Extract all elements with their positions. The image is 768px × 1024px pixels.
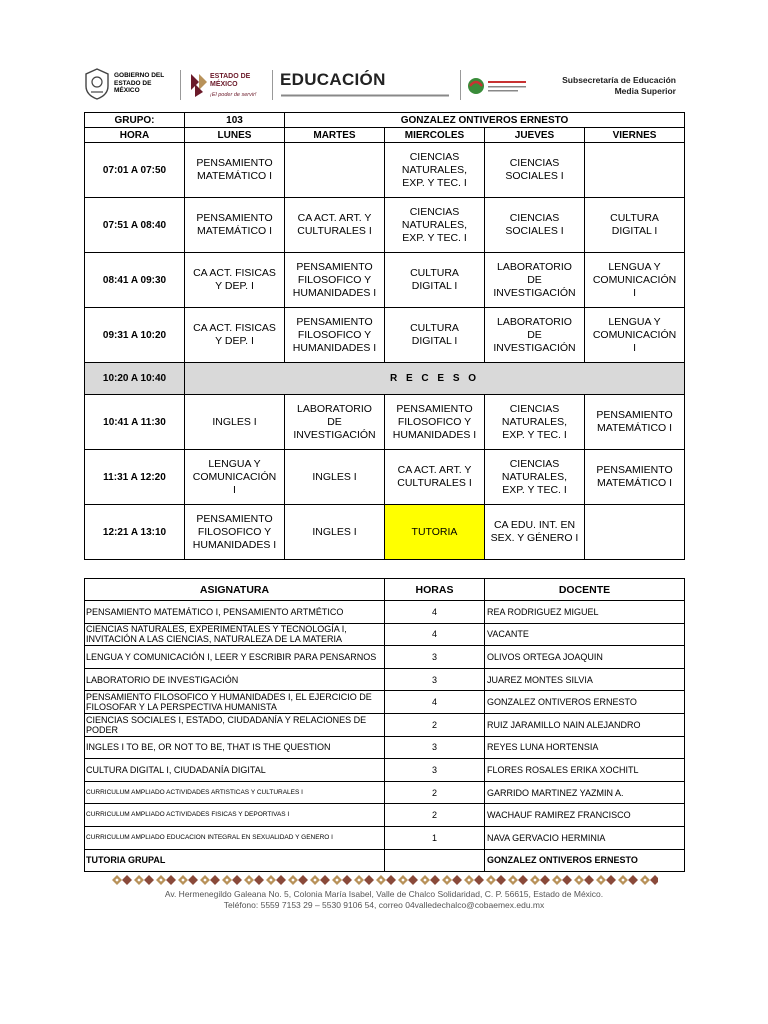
class-cell: CIENCIAS SOCIALES I: [485, 143, 585, 198]
subject-name: PENSAMIENTO FILOSOFICO Y HUMANIDADES I, EL EJERCICIO DE FILOSOFAR Y LA PERSPECTIVA HUMANISTA: [85, 691, 385, 714]
class-cell: LENGUA Y COMUNICACIÓN I: [585, 253, 685, 308]
time-cell: 07:01 A 07:50: [85, 143, 185, 198]
subsecretaria-text: Subsecretaría de Educación Media Superior: [562, 75, 676, 96]
class-cell: [585, 505, 685, 560]
subject-row: [85, 781, 685, 804]
header-cell: DOCENTE: [485, 579, 685, 601]
subject-name: PENSAMIENTO MATEMÁTICO I, PENSAMIENTO ARTMÉTICO: [85, 601, 385, 624]
footer-address: Av. Hermenegildo Galeana No. 5, Colonia María Isabel, Valle de Chalco Solidaridad, C. P. 56615, Estado de México.: [164, 889, 604, 899]
subject-row: [85, 623, 685, 646]
subject-teacher: GONZALEZ ONTIVEROS ERNESTO: [485, 849, 685, 872]
class-cell: PENSAMIENTO MATEMÁTICO I: [585, 395, 685, 450]
header-cell: VIERNES: [585, 128, 685, 143]
subject-row: [85, 646, 685, 669]
gobierno-logo: [84, 68, 176, 102]
gobierno-text: GOBIERNO DEL ESTADO DE MÉXICO: [114, 72, 165, 94]
edomex-title: ESTADO DE MÉXICO: [210, 73, 251, 88]
subject-hours: 4: [385, 601, 485, 624]
footer-contact: Teléfono: 5559 7153 29 – 5530 9106 54, correo 04valledechalco@cobaemex.edu.mx: [223, 900, 545, 910]
subject-hours: [385, 849, 485, 872]
subject-row: [85, 691, 685, 714]
time-slot-row: [85, 198, 685, 253]
subject-teacher: VACANTE: [485, 623, 685, 646]
subject-row: [85, 668, 685, 691]
class-cell: PENSAMIENTO FILOSOFICO Y HUMANIDADES I: [285, 253, 385, 308]
subject-hours: 4: [385, 691, 485, 714]
time-cell: 07:51 A 08:40: [85, 198, 185, 253]
subject-teacher: GARRIDO MARTINEZ YAZMIN A.: [485, 781, 685, 804]
class-cell: CIENCIAS SOCIALES I: [485, 198, 585, 253]
header-cell: MIERCOLES: [385, 128, 485, 143]
subject-hours: 2: [385, 713, 485, 736]
subject-hours: 3: [385, 668, 485, 691]
class-cell: CA ACT. ART. Y CULTURALES I: [285, 198, 385, 253]
time-cell: 11:31 A 12:20: [85, 450, 185, 505]
class-cell: INGLES I: [185, 395, 285, 450]
subject-name: CIENCIAS NATURALES, EXPERIMENTALES Y TECNOLOGÍA I, INVITACIÓN A LAS CIENCIAS, NATURALEZA DE LA MATERIA: [85, 623, 385, 646]
header-cell: JUEVES: [485, 128, 585, 143]
header-cell: HORA: [85, 128, 185, 143]
class-cell: PENSAMIENTO MATEMÁTICO I: [185, 143, 285, 198]
subject-teacher: JUAREZ MONTES SILVIA: [485, 668, 685, 691]
class-cell: INGLES I: [285, 450, 385, 505]
subject-row: [85, 713, 685, 736]
subject-hours: 3: [385, 646, 485, 669]
subject-name: CIENCIAS SOCIALES I, ESTADO, CIUDADANÍA Y RELACIONES DE PODER: [85, 713, 385, 736]
class-cell: LABORATORIO DE INVESTIGACIÓN: [485, 308, 585, 363]
subjects-table: [84, 578, 685, 872]
class-cell: PENSAMIENTO FILOSOFICO Y HUMANIDADES I: [385, 395, 485, 450]
time-slot-row: [85, 395, 685, 450]
educacion-subtitle-strip: [281, 93, 449, 98]
time-slot-row: [85, 308, 685, 363]
subject-row: [85, 849, 685, 872]
days-header-row: [85, 128, 685, 143]
subject-name: CURRICULUM AMPLIADO ACTIVIDADES ARTISTICAS Y CULTURALES I: [85, 781, 385, 804]
subject-name: LENGUA Y COMUNICACIÓN I, LEER Y ESCRIBIR PARA PENSARNOS: [85, 646, 385, 669]
time-slot-row: [85, 143, 685, 198]
subject-teacher: OLIVOS ORTEGA JOAQUIN: [485, 646, 685, 669]
subject-hours: 2: [385, 804, 485, 827]
header-cell: LUNES: [185, 128, 285, 143]
class-cell: CIENCIAS NATURALES, EXP. Y TEC. I: [385, 143, 485, 198]
subjects-header-row: [85, 579, 685, 601]
subject-hours: 4: [385, 623, 485, 646]
class-cell: CULTURA DIGITAL I: [585, 198, 685, 253]
time-cell: 08:41 A 09:30: [85, 253, 185, 308]
time-cell: 12:21 A 13:10: [85, 505, 185, 560]
recess-row: [85, 363, 685, 395]
educacion-title: EDUCACIÓN: [280, 70, 386, 89]
header-cell: MARTES: [285, 128, 385, 143]
subject-row: [85, 826, 685, 849]
header-divider: [460, 70, 461, 100]
class-cell: CIENCIAS NATURALES, EXP. Y TEC. I: [485, 450, 585, 505]
class-cell: CA ACT. FISICAS Y DEP. I: [185, 253, 285, 308]
header-divider: [272, 70, 273, 100]
subject-name: INGLES I TO BE, OR NOT TO BE, THAT IS THE QUESTION: [85, 736, 385, 759]
class-cell: [585, 143, 685, 198]
group-row: [85, 113, 685, 128]
time-slot-row: [85, 253, 685, 308]
recess-label: R E C E S O: [185, 363, 685, 395]
time-cell: 09:31 A 10:20: [85, 308, 185, 363]
subject-hours: 2: [385, 781, 485, 804]
header-divider: [180, 70, 181, 100]
header-cell: HORAS: [385, 579, 485, 601]
class-cell: CA ACT. ART. Y CULTURALES I: [385, 450, 485, 505]
schedule-table: [84, 112, 685, 560]
subject-name: TUTORIA GRUPAL: [85, 849, 385, 872]
edomex-slogan: ¡El poder de servir!: [210, 92, 257, 98]
class-cell: LENGUA Y COMUNICACIÓN I: [585, 308, 685, 363]
cobaem-logo-icon: [466, 72, 530, 100]
class-cell: CA EDU. INT. EN SEX. Y GÉNERO I: [485, 505, 585, 560]
class-cell: CIENCIAS NATURALES, EXP. Y TEC. I: [485, 395, 585, 450]
recess-time-cell: 10:20 A 10:40: [85, 363, 185, 395]
subject-row: [85, 759, 685, 782]
time-slot-row: [85, 450, 685, 505]
subject-teacher: NAVA GERVACIO HERMINIA: [485, 826, 685, 849]
class-cell: PENSAMIENTO FILOSOFICO Y HUMANIDADES I: [185, 505, 285, 560]
class-cell: INGLES I: [285, 505, 385, 560]
subject-name: CURRICULUM AMPLIADO EDUCACION INTEGRAL EN SEXUALIDAD Y GENERO I: [85, 826, 385, 849]
subject-hours: 3: [385, 736, 485, 759]
tutoria-cell: TUTORIA: [385, 505, 485, 560]
grupo-value: 103: [185, 113, 285, 128]
government-emblem-icon: [84, 68, 110, 100]
subject-teacher: RUIZ JARAMILLO NAIN ALEJANDRO: [485, 713, 685, 736]
time-cell: 10:41 A 11:30: [85, 395, 185, 450]
class-cell: CULTURA DIGITAL I: [385, 253, 485, 308]
subject-name: LABORATORIO DE INVESTIGACIÓN: [85, 668, 385, 691]
subject-name: CURRICULUM AMPLIADO ACTIVIDADES FISICAS Y DEPORTIVAS I: [85, 804, 385, 827]
subject-teacher: WACHAUF RAMIREZ FRANCISCO: [485, 804, 685, 827]
class-cell: CIENCIAS NATURALES, EXP. Y TEC. I: [385, 198, 485, 253]
class-cell: PENSAMIENTO MATEMÁTICO I: [585, 450, 685, 505]
subject-row: [85, 804, 685, 827]
educacion-logo: [280, 70, 452, 102]
class-cell: LABORATORIO DE INVESTIGACIÓN: [285, 395, 385, 450]
subject-row: [85, 601, 685, 624]
teacher-name: GONZALEZ ONTIVEROS ERNESTO: [285, 113, 685, 128]
subject-teacher: REA RODRIGUEZ MIGUEL: [485, 601, 685, 624]
subject-hours: 1: [385, 826, 485, 849]
time-slot-row: [85, 505, 685, 560]
class-cell: LENGUA Y COMUNICACIÓN I: [185, 450, 285, 505]
subject-teacher: REYES LUNA HORTENSIA: [485, 736, 685, 759]
class-cell: CULTURA DIGITAL I: [385, 308, 485, 363]
edomex-logo: [188, 68, 262, 102]
subject-name: CULTURA DIGITAL I, CIUDADANÍA DIGITAL: [85, 759, 385, 782]
class-cell: CA ACT. FISICAS Y DEP. I: [185, 308, 285, 363]
edomex-logo-icon: [188, 70, 210, 98]
subject-teacher: GONZALEZ ONTIVEROS ERNESTO: [485, 691, 685, 714]
class-cell: PENSAMIENTO MATEMÁTICO I: [185, 198, 285, 253]
class-cell: LABORATORIO DE INVESTIGACIÓN: [485, 253, 585, 308]
subject-hours: 3: [385, 759, 485, 782]
header-cell: ASIGNATURA: [85, 579, 385, 601]
letterhead: [84, 66, 684, 106]
subject-row: [85, 736, 685, 759]
decorative-footer-band: [110, 873, 658, 887]
grupo-label: GRUPO:: [85, 113, 185, 128]
class-cell: PENSAMIENTO FILOSOFICO Y HUMANIDADES I: [285, 308, 385, 363]
class-cell: [285, 143, 385, 198]
subject-teacher: FLORES ROSALES ERIKA XOCHITL: [485, 759, 685, 782]
